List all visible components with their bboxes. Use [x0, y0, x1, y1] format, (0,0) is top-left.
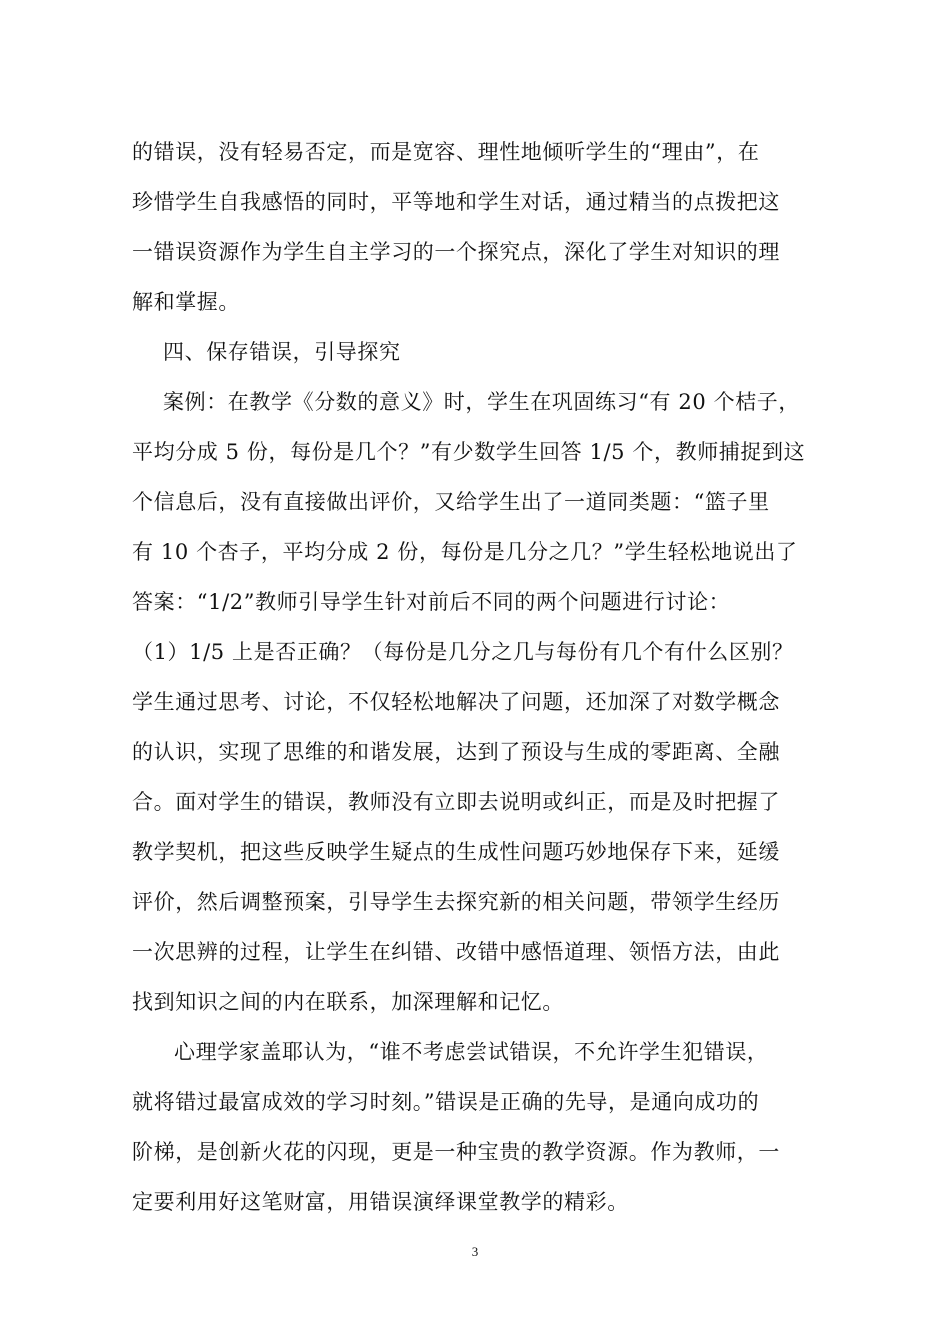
text-line: 平均分成 5 份，每份是几个？”有少数学生回答 1/5 个，教师捕捉到这 — [132, 440, 806, 464]
text-line: 定要利用好这笔财富，用错误演绎课堂教学的精彩。 — [132, 1190, 629, 1214]
text-line: 案例：在教学《分数的意义》时，学生在巩固练习“有 20 个桔子， — [163, 390, 801, 414]
text-line: 评价，然后调整预案，引导学生去探究新的相关问题，带领学生经历 — [132, 890, 780, 914]
text-line: 学生通过思考、讨论，不仅轻松地解决了问题，还加深了对数学概念 — [132, 690, 780, 714]
text-line: 一次思辨的过程，让学生在纠错、改错中感悟道理、领悟方法，由此 — [132, 940, 780, 964]
text-line: 的错误，没有轻易否定，而是宽容、理性地倾听学生的“理由”，在 — [132, 140, 760, 164]
text-line: 合。面对学生的错误，教师没有立即去说明或纠正，而是及时把握了 — [132, 790, 780, 814]
text-line: 阶梯，是创新火花的闪现，更是一种宝贵的教学资源。作为教师，一 — [132, 1140, 780, 1164]
text-line: 解和掌握。 — [132, 290, 240, 314]
text-line: 教学契机，把这些反映学生疑点的生成性问题巧妙地保存下来，延缓 — [132, 840, 780, 864]
text-line: 就将错过最富成效的学习时刻。”错误是正确的先导，是通向成功的 — [132, 1090, 760, 1114]
page-number: 3 — [471, 1244, 479, 1259]
text-line: 的认识，实现了思维的和谐发展，达到了预设与生成的零距离、全融 — [132, 740, 780, 764]
text-line: 心理学家盖耶认为，“谁不考虑尝试错误，不允许学生犯错误， — [174, 1040, 769, 1064]
text-line: 有 10 个杏子，平均分成 2 份，每份是几分之几？”学生轻松地说出了 — [132, 540, 798, 564]
text-line: 找到知识之间的内在联系，加深理解和记忆。 — [132, 990, 564, 1014]
text-line: 个信息后，没有直接做出评价，又给学生出了一道同类题：“篮子里 — [132, 490, 770, 514]
text-line: 一错误资源作为学生自主学习的一个探究点，深化了学生对知识的理 — [132, 240, 780, 264]
section-heading: 四、保存错误，引导探究 — [163, 340, 401, 364]
text-line: 珍惜学生自我感悟的同时，平等地和学生对话，通过精当的点拨把这 — [132, 190, 780, 214]
text-line: （1）1/5 上是否正确？（每份是几分之几与每份有几个有什么区别？ — [132, 640, 794, 664]
text-line: 答案：“1/2”教师引导学生针对前后不同的两个问题进行讨论： — [132, 590, 731, 614]
